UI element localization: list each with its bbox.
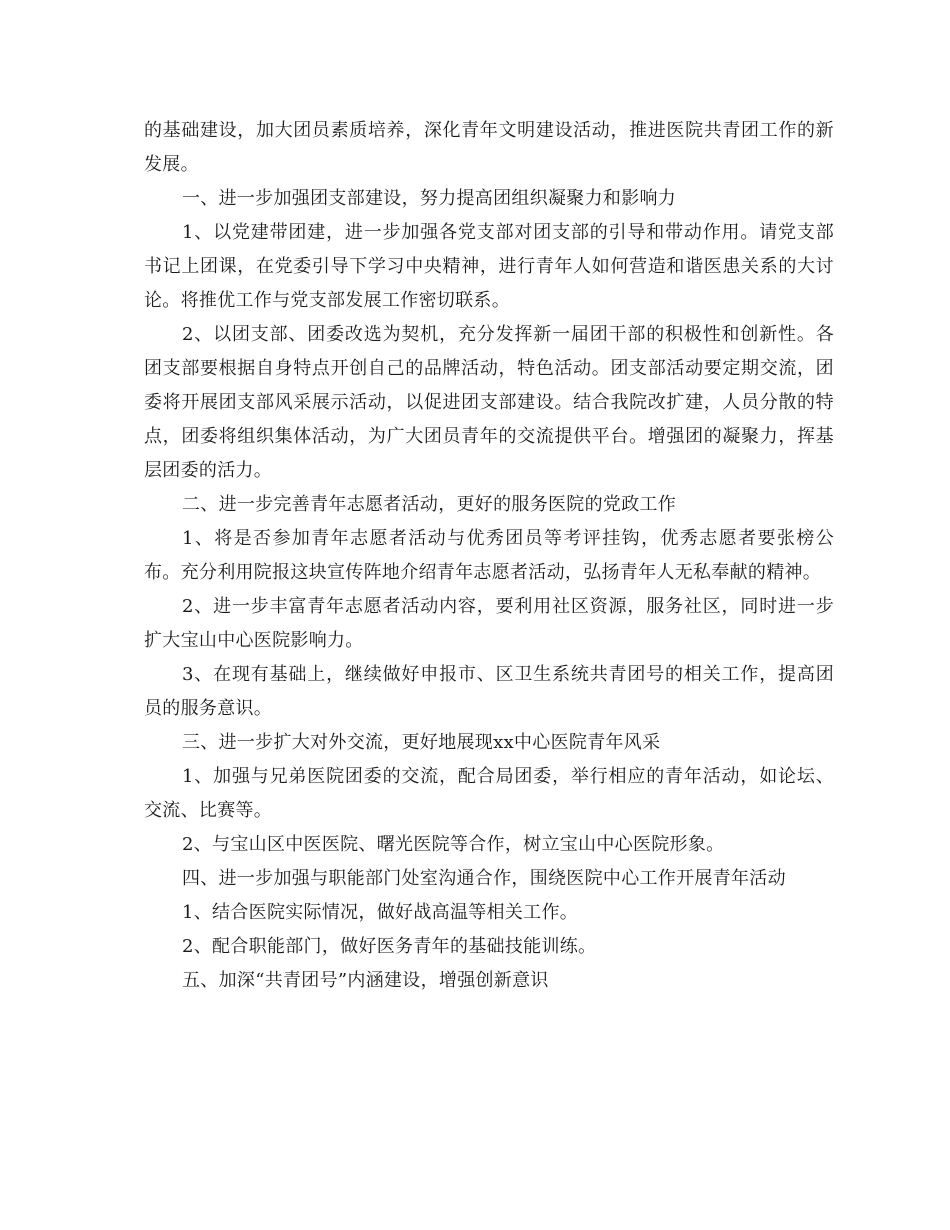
section-heading: 五、加深“共青团号”内涵建设，增强创新意识 xyxy=(182,970,549,991)
paragraph: 1、将是否参加青年志愿者活动与优秀团员等考评挂钩，优秀志愿者要张榜公布。充分利用院报这块宣传阵地介绍青年志愿者活动，弘扬青年人无私奉献的精神。 xyxy=(144,528,834,583)
paragraph: 1、结合医院实际情况，做好战高温等相关工作。 xyxy=(182,902,579,923)
section-heading: 二、进一步完善青年志愿者活动，更好的服务医院的党政工作 xyxy=(182,494,677,515)
paragraph: 2、与宝山区中医医院、曙光医院等合作，树立宝山中心医院形象。 xyxy=(182,834,725,855)
document-body xyxy=(144,114,834,998)
paragraph: 1、以党建带团建，进一步加强各党支部对团支部的引导和带动作用。请党支部书记上团课，在党委引导下学习中央精神，进行青年人如何营造和谐医患关系的大讨论。将推优工作与党支部发展工作密切联系。 xyxy=(144,222,834,311)
section-heading: 一、进一步加强团支部建设，努力提高团组织凝聚力和影响力 xyxy=(182,188,677,209)
paragraph: 2、进一步丰富青年志愿者活动内容，要利用社区资源，服务社区，同时进一步扩大宝山中心医院影响力。 xyxy=(144,596,834,651)
paragraph: 1、加强与兄弟医院团委的交流，配合局团委，举行相应的青年活动，如论坛、交流、比赛等。 xyxy=(144,766,834,821)
paragraph: 的基础建设，加大团员素质培养，深化青年文明建设活动，推进医院共青团工作的新发展。 xyxy=(144,120,834,175)
paragraph: 2、以团支部、团委改选为契机，充分发挥新一届团干部的积极性和创新性。各团支部要根据自身特点开创自己的品牌活动，特色活动。团支部活动要定期交流，团委将开展团支部风采展示活动，以促进团支部建设。结合我院改扩建，人员分散的特点，团委将组织集体活动，为广大团员青年的交流提供平台。增强团的凝聚力，挥基层团委的活力。 xyxy=(144,324,834,481)
section-heading: 四、进一步加强与职能部门处室沟通合作，围绕医院中心工作开展青年活动 xyxy=(182,868,786,889)
section-heading: 三、进一步扩大对外交流，更好地展现xx中心医院青年风采 xyxy=(182,732,661,753)
paragraph: 3、在现有基础上，继续做好申报市、区卫生系统共青团号的相关工作，提高团员的服务意识。 xyxy=(144,664,834,719)
paragraph: 2、配合职能部门，做好医务青年的基础技能训练。 xyxy=(182,936,597,957)
